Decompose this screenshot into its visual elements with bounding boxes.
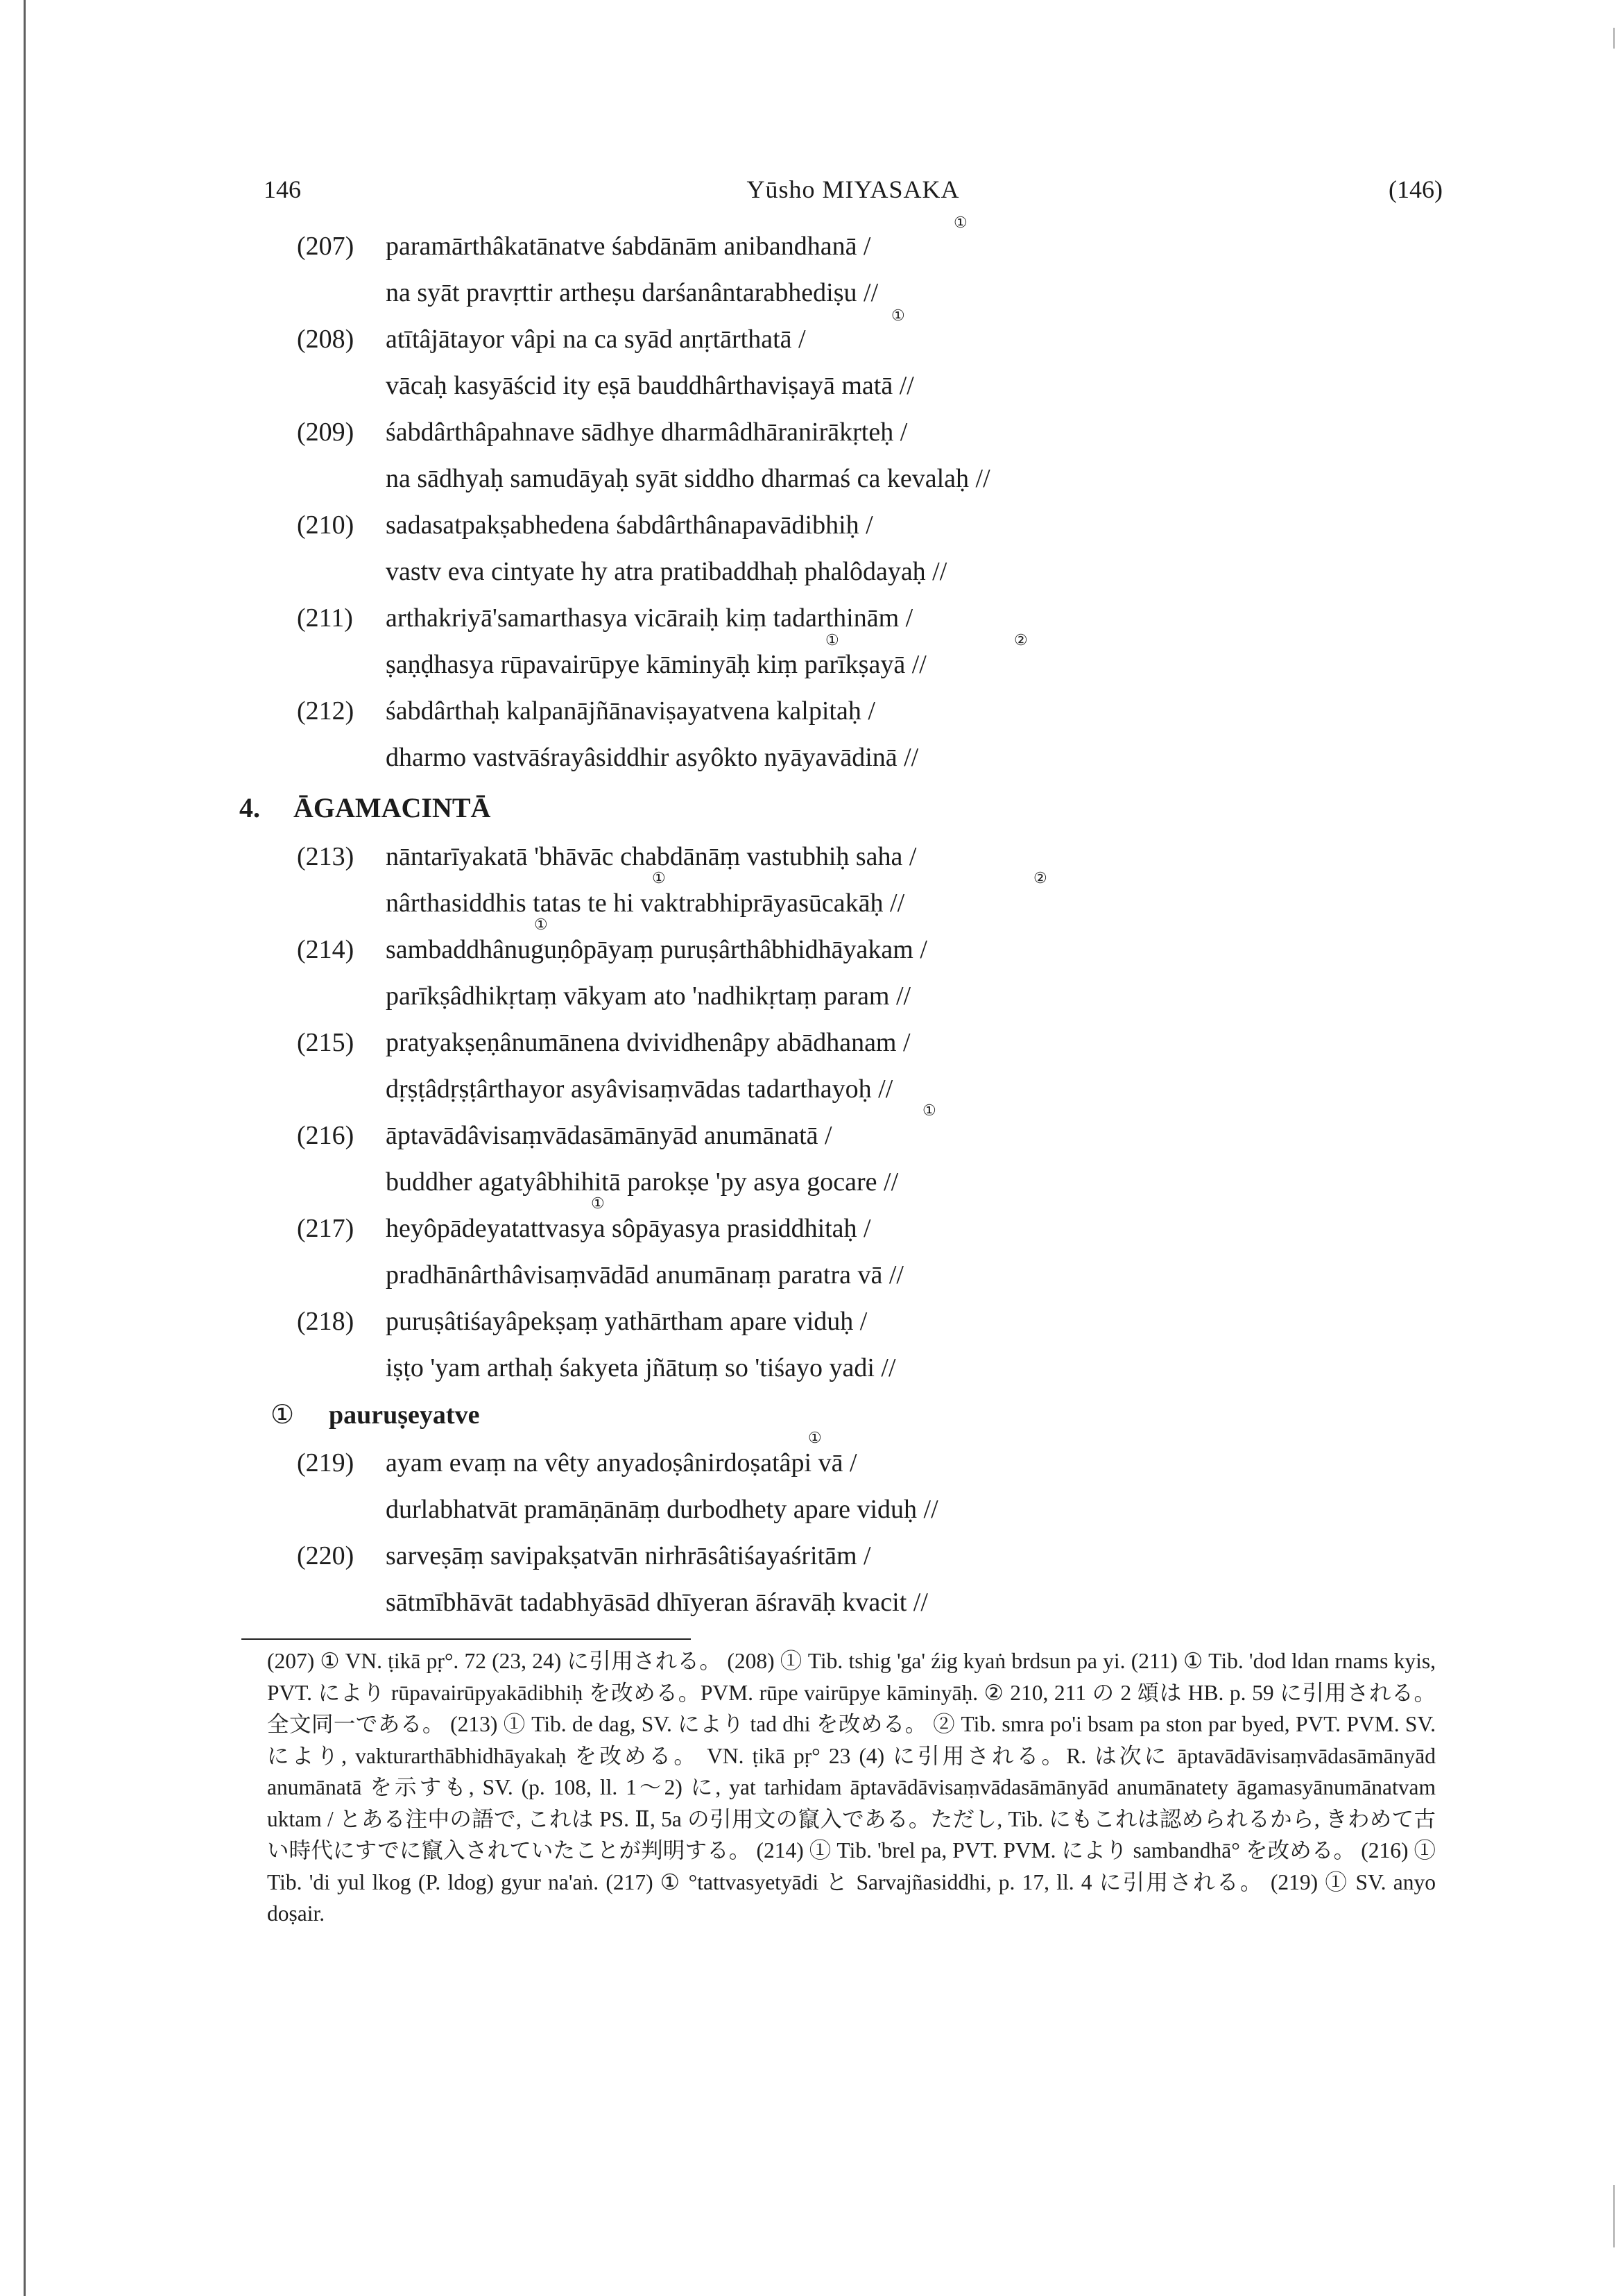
running-title: Yūsho MIYASAKA bbox=[746, 175, 960, 203]
verse-line-b: na syāt pravṛttir artheṣu darśanântarabhediṣu // bbox=[386, 278, 879, 307]
section-heading bbox=[239, 791, 490, 825]
verse-text: pratyakṣeṇânumānena dvividhenâpy abādhanam / bbox=[386, 1028, 911, 1057]
verse-text: śabdârthaḥ kalpanājñānaviṣayatvena kalpitaḥ / bbox=[386, 696, 875, 726]
verse-number: (220) bbox=[297, 1541, 354, 1570]
verse-text: nāntarīyakatā 'bhāvāc chabdānāṃ vastubhiḥ saha / bbox=[386, 842, 917, 871]
verse-line-a bbox=[297, 1304, 867, 1339]
verse-number: (219) bbox=[297, 1448, 354, 1477]
verse-line-b: ṣaṇḍhasya rūpavairūpye kāminyāḥ kiṃ parīkṣayā // bbox=[386, 650, 927, 679]
section-title: ĀGAMACINTĀ bbox=[293, 792, 491, 823]
verse-text: sarveṣāṃ savipakṣatvān nirhrāsâtiśayaśritām / bbox=[386, 1541, 871, 1570]
verse-line-b: vastv eva cintyate hy atra pratibaddhaḥ phalôdayaḥ // bbox=[386, 557, 947, 586]
verse-line-a bbox=[297, 601, 913, 635]
verse-number: (208) bbox=[297, 325, 354, 354]
footnote-marker: ① bbox=[534, 916, 548, 933]
footnote-marker: ① bbox=[954, 214, 968, 231]
page-number-left: 146 bbox=[264, 175, 301, 203]
verse-number: (211) bbox=[297, 603, 353, 633]
verse-line-b: dṛṣṭâdṛṣṭârthayor asyâvisaṃvādas tadarthayoḥ // bbox=[386, 1074, 893, 1104]
verse-line-b: na sādhyaḥ samudāyaḥ syāt siddho dharmaś ca kevalaḥ // bbox=[386, 464, 990, 493]
section-number: 4. bbox=[239, 792, 260, 823]
verse-line-a bbox=[297, 229, 871, 264]
verse-text: ayam evaṃ na vêty anyadoṣânirdoṣatâpi vā / bbox=[386, 1448, 857, 1477]
running-header bbox=[264, 175, 1443, 209]
verse-number: (213) bbox=[297, 842, 354, 871]
verse-line-a bbox=[297, 839, 916, 874]
verse-line-b: parīkṣâdhikṛtaṃ vākyam ato 'nadhikṛtaṃ param // bbox=[386, 982, 911, 1011]
footnote-marker: ① bbox=[825, 631, 839, 649]
verse-number: (207) bbox=[297, 232, 354, 261]
subsection-title: pauruṣeyatve bbox=[329, 1400, 480, 1430]
verse-line-a bbox=[297, 1118, 832, 1153]
verse-line-a bbox=[297, 1539, 871, 1573]
footnote-marker: ① bbox=[808, 1429, 822, 1446]
verse-number: (218) bbox=[297, 1307, 354, 1336]
verse-text: paramārthâkatānatve śabdānām anibandhanā / bbox=[386, 232, 871, 261]
subsection-heading bbox=[270, 1398, 479, 1432]
verse-text: sambaddhânuguṇôpāyaṃ puruṣârthâbhidhāyakam / bbox=[386, 935, 927, 964]
footnotes: (207) ① VN. ṭikā pṛ°. 72 (23, 24) に引用される。 (208) ① Tib. tshig 'ga' źig kyaṅ brdsun pa yi. (211) ① Tib. 'dod ldan rnams kyis, PVT. により rūpavairūpyakādibhiḥ を改める。PVM. rūpe vairūpye kāminyāḥ. ② 210, 211 の 2 頌は HB. p. 59 に引用される。全文同一である。 (213) ① Tib. de dag, SV. により tad dhi を改める。 ② Tib. smra po'i bsam pa ston par byed, PVT. PVM. SV. により, vakturarthābhidhāyakaḥ を改める。 VN. ṭikā pṛ° 23 (4) に引用される。R. は次に āptavādāvisaṃvādasāmānyād anumānatā を示すも, SV. (p. 108, ll. 1〜2) に, yat tarhidam āptavādāvisaṃvādasāmānyād anumānatety āgamasyānumānatvam uktam / とある注中の語で, これは PS. Ⅱ, 5a の引用文の竄入である。ただし, Tib. にもこれは認められるから, きわめて古い時代にすでに竄入されていたことが判明する。 (214) ① Tib. 'brel pa, PVT. PVM. により sambandhā° を改める。 (216) ① Tib. 'di yul lkog (P. ldog) gyur na'aṅ. (217) ① °tattvasyetyādi と Sarvajñasiddhi, p. 17, ll. 4 に引用される。 (219) ① SV. anyo doṣair. bbox=[267, 1649, 1436, 1926]
verse-text: śabdârthâpahnave sādhye dharmâdhāranirākṛteḥ / bbox=[386, 418, 908, 447]
verse-line-b: nârthasiddhis tatas te hi vaktrabhiprāyasūcakāḥ // bbox=[386, 889, 905, 918]
verse-line-b: iṣṭo 'yam arthaḥ śakyeta jñātuṃ so 'tiśayo yadi // bbox=[386, 1353, 896, 1382]
verse-text: heyôpādeyatattvasya sôpāyasya prasiddhitaḥ / bbox=[386, 1214, 871, 1243]
verse-line-a bbox=[297, 415, 907, 449]
verse-text: āptavādâvisaṃvādasāmānyād anumānatā / bbox=[386, 1121, 832, 1150]
verse-line-b: vācaḥ kasyāścid ity eṣā bauddhârthaviṣayā matā // bbox=[386, 371, 914, 400]
verse-text: sadasatpakṣabhedena śabdârthânapavādibhiḥ / bbox=[386, 511, 873, 540]
verse-line-a bbox=[297, 694, 875, 728]
verse-number: (212) bbox=[297, 696, 354, 726]
verse-text: puruṣâtiśayâpekṣaṃ yathārtham apare viduḥ / bbox=[386, 1307, 868, 1336]
verse-number: (216) bbox=[297, 1121, 354, 1150]
binding-edge-line bbox=[24, 0, 26, 2296]
verse-number: (217) bbox=[297, 1214, 354, 1243]
scan-edge-mark bbox=[1613, 2185, 1615, 2247]
verse-line-b: buddher agatyâbhihitā parokṣe 'py asya gocare // bbox=[386, 1167, 899, 1197]
verse-number: (210) bbox=[297, 511, 354, 540]
verse-line-b: durlabhatvāt pramāṇānāṃ durbodhety apare viduḥ // bbox=[386, 1495, 938, 1524]
verse-line-b: sātmībhāvāt tadabhyāsād dhīyeran āśravāḥ kvacit // bbox=[386, 1588, 928, 1617]
verse-number: (215) bbox=[297, 1028, 354, 1057]
subsection-marker: ① bbox=[270, 1400, 295, 1430]
verse-line-b: pradhānârthâvisaṃvādād anumānaṃ paratra vā // bbox=[386, 1260, 904, 1290]
footnote-marker: ② bbox=[1033, 869, 1047, 886]
verse-line-a bbox=[297, 1025, 911, 1060]
verse-text: arthakriyā'samarthasya vicāraiḥ kiṃ tadarthinām / bbox=[386, 603, 913, 633]
verse-line-a bbox=[297, 322, 806, 357]
footnote-marker: ① bbox=[652, 869, 666, 886]
scan-edge-mark bbox=[1613, 28, 1615, 49]
verse-number: (209) bbox=[297, 418, 354, 447]
footnote-marker: ① bbox=[922, 1102, 936, 1119]
verse-line-a bbox=[297, 1211, 871, 1246]
verse-line-a bbox=[297, 932, 927, 967]
page-number-right: (146) bbox=[1389, 175, 1443, 203]
footnote-marker: ① bbox=[591, 1194, 605, 1212]
verse-text: atītâjātayor vâpi na ca syād anṛtārthatā / bbox=[386, 325, 806, 354]
footnote-marker: ② bbox=[1014, 631, 1028, 649]
verse-line-b: dharmo vastvāśrayâsiddhir asyôkto nyāyavādinā // bbox=[386, 743, 919, 772]
verse-line-a bbox=[297, 1446, 857, 1480]
verse-number: (214) bbox=[297, 935, 354, 964]
footnote-marker: ① bbox=[891, 307, 905, 324]
footnote-rule bbox=[241, 1638, 691, 1640]
verse-line-a bbox=[297, 508, 873, 542]
